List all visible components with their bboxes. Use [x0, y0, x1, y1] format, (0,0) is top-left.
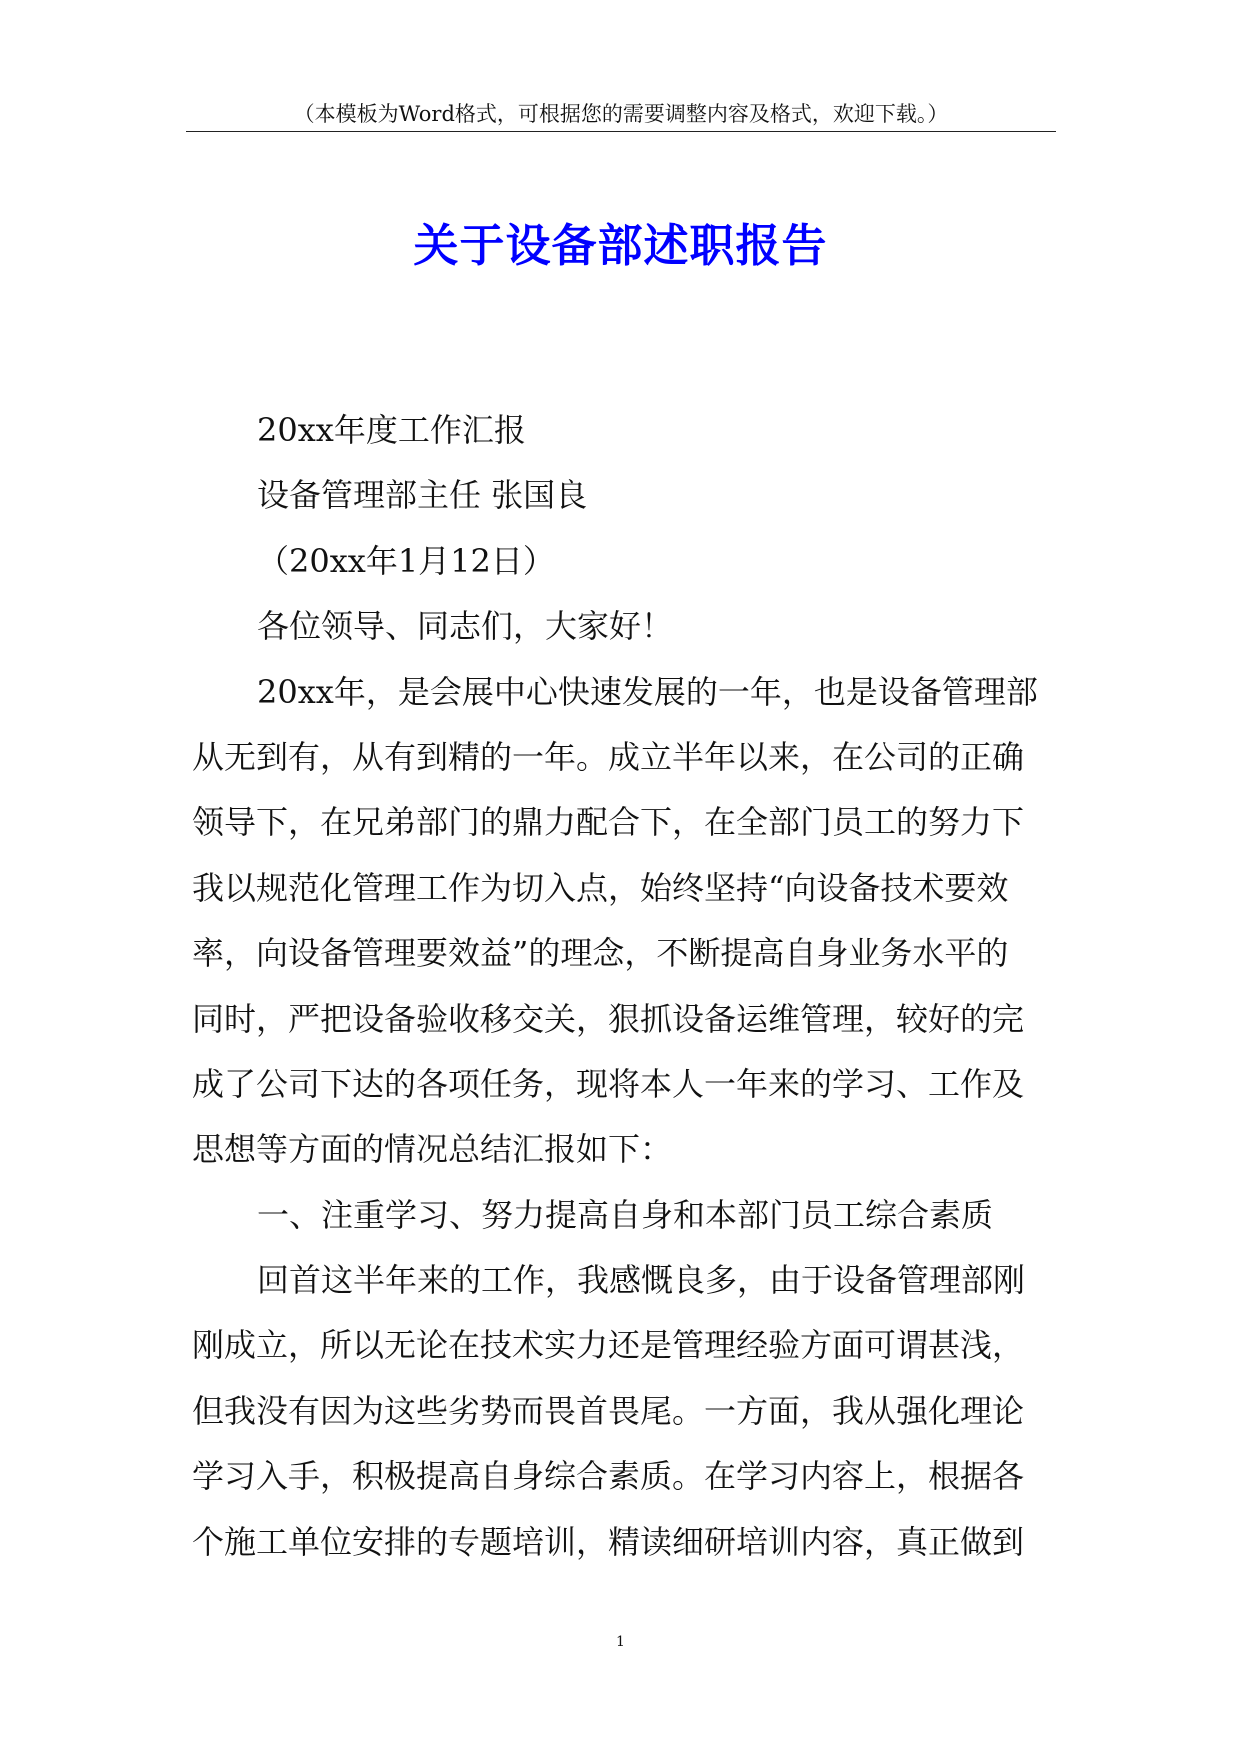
subtitle-report-year: 20xx年度工作汇报 — [257, 411, 526, 449]
document-body — [192, 398, 1072, 1575]
date-line: （20xx年1月12日） — [257, 541, 555, 580]
paragraph-line: 20xx年，是会展中心快速发展的一年，也是设备管理部 — [257, 672, 1038, 711]
paragraph-line: 同时，严把设备验收移交关，狠抓设备运维管理，较好的完 — [192, 999, 1025, 1038]
paragraph-line: 刚成立，所以无论在技术实力还是管理经验方面可谓甚浅， — [192, 1326, 1025, 1365]
paragraph-line: 学习入手，积极提高自身综合素质。在学习内容上，根据各 — [192, 1457, 1025, 1496]
document-title: 关于设备部述职报告 — [413, 219, 828, 272]
section-heading: 一、注重学习、努力提高自身和本部门员工综合素质 — [257, 1195, 994, 1234]
paragraph-line: 率，向设备管理要效益”的理念，不断提高自身业务水平的 — [192, 934, 1009, 973]
template-notice: （本模板为Word格式，可根据您的需要调整内容及格式，欢迎下载。） — [293, 102, 949, 126]
header-divider — [186, 131, 1056, 132]
paragraph-line: 成了公司下达的各项任务，现将本人一年来的学习、工作及 — [192, 1064, 1025, 1103]
paragraph-line: 我以规范化管理工作为切入点，始终坚持“向设备技术要效 — [192, 868, 1009, 907]
salutation: 各位领导、同志们，大家好！ — [257, 607, 674, 646]
paragraph-line: 回首这半年来的工作，我感慨良多，由于设备管理部刚 — [257, 1261, 1026, 1300]
paragraph-line: 但我没有因为这些劣势而畏首畏尾。一方面，我从强化理论 — [192, 1391, 1025, 1430]
paragraph-line: 领导下，在兄弟部门的鼎力配合下，在全部门员工的努力下 — [192, 803, 1025, 842]
paragraph-line: 思想等方面的情况总结汇报如下： — [192, 1130, 673, 1169]
paragraph-line: 个施工单位安排的专题培训，精读细研培训内容，真正做到 — [192, 1522, 1025, 1561]
author-line: 设备管理部主任 张国良 — [257, 476, 588, 515]
page-number: 1 — [616, 1634, 625, 1650]
paragraph-line: 从无到有，从有到精的一年。成立半年以来，在公司的正确 — [192, 737, 1025, 776]
